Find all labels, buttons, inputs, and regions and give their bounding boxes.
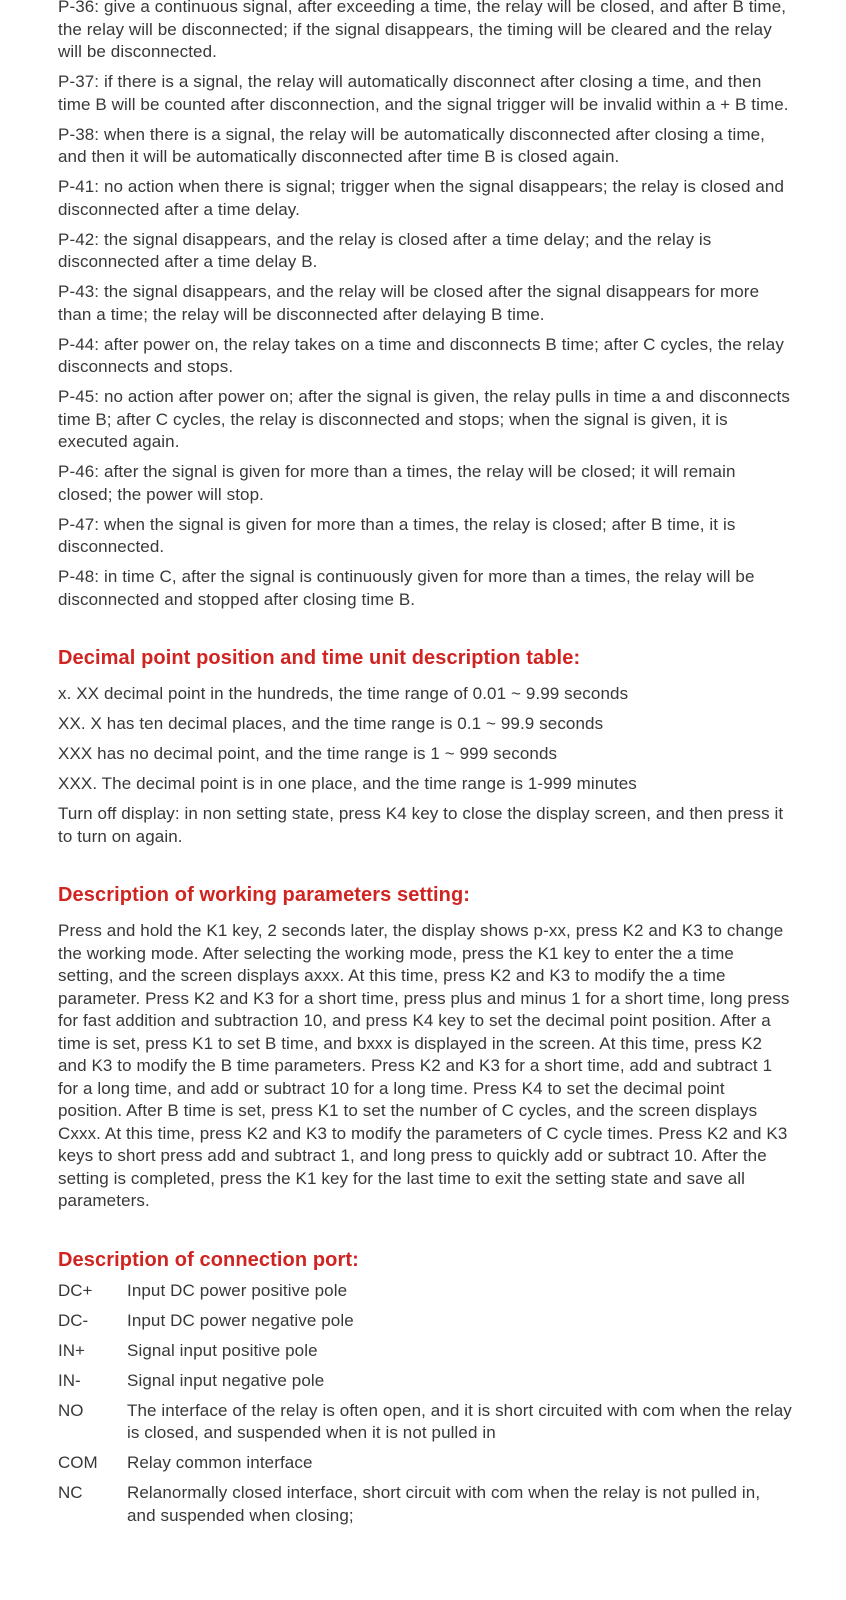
- port-term: DC+: [58, 1280, 93, 1300]
- port-description: Relay common interface: [127, 1453, 313, 1472]
- decimal-item-minutes: XXX. The decimal point is in one place, and the time range is 1-999 minutes: [58, 774, 637, 793]
- decimal-point-section-heading: Decimal point position and time unit description table:: [58, 647, 581, 669]
- decimal-point-section: [58, 645, 792, 848]
- connection-port-heading: Description of connection port:: [58, 1248, 359, 1271]
- port-description: Signal input positive pole: [127, 1340, 318, 1360]
- decimal-item-hundredths: x. XX decimal point in the hundreds, the time range of 0.01 ~ 9.99 seconds: [58, 684, 629, 703]
- mode-paragraph-p43: P-43: the signal disappears, and the relay will be closed after the signal disappears for more than a time; the relay will be disconnected after delaying B time.: [58, 282, 760, 324]
- working-parameters-heading: Description of working parameters setting:: [58, 884, 471, 906]
- mode-paragraph-p45: P-45: no action after power on; after the signal is given, the relay pulls in time a and disconnects time B; after C cycles, the relay is disconnected and stops; when the signal is given, it is executed again.: [58, 387, 790, 451]
- port-description: Input DC power negative pole: [127, 1310, 354, 1330]
- working-parameters-body: Press and hold the K1 key, 2 seconds later, the display shows p-xx, press K2 and K3 to change the working mode. After selecting the working mode, press the K1 key to enter the a time setting, and the screen displays axxx. At this time, press K2 and K3 to modify the a time parameter. Press K2 and K3 for a short time, press plus and minus 1 for a short time, long press for fast addition and subtraction 10, and press K4 key to set the decimal point position. After a time is set, press K1 to set B time, and bxxx is displayed in the screen. At this time, press K2 and K3 to modify the B time parameters. Press K2 and K3 for a short time, add and subtract 1 for a long time, and add or subtract 10 for a long time. Press K4 to set the decimal point position. After B time is set, press K1 to set the number of C cycles, and the screen displays Cxxx. At this time, press K2 and K3 to modify the parameters of C cycle times. Press K2 and K3 keys to short press add and subtract 1, and long press to quickly add or subtract 10. After the setting is completed, press the K1 key for the last time to exit the setting state and save all parameters.: [58, 921, 790, 1210]
- mode-paragraph-p37: P-37: if there is a signal, the relay will automatically disconnect after closing a time, and then time B will be counted after disconnection, and the signal trigger will be invalid within a + B time.: [58, 72, 789, 114]
- mode-paragraph-p48: P-48: in time C, after the signal is continuously given for more than a times, the relay will be disconnected and stopped after closing time B.: [58, 567, 755, 609]
- port-term: IN+: [58, 1340, 85, 1360]
- port-term: COM: [58, 1453, 98, 1472]
- mode-paragraph-p42: P-42: the signal disappears, and the relay is closed after a time delay; and the relay is disconnected after a time delay B.: [58, 229, 712, 271]
- mode-paragraph-p44: P-44: after power on, the relay takes on a time and disconnects B time; after C cycles, the relay disconnects and stops.: [58, 334, 784, 376]
- port-row-dc-plus: [58, 1280, 792, 1303]
- port-description: Relanormally closed interface, short circuit with com when the relay is not pulled in, and suspended when closing;: [127, 1483, 761, 1525]
- port-row-no: [58, 1400, 792, 1445]
- port-row-nc: [58, 1482, 792, 1527]
- mode-paragraph-p38: P-38: when there is a signal, the relay will be automatically disconnected after closing a time, and then it will be automatically disconnected after time B is closed again.: [58, 124, 765, 166]
- port-term: NC: [58, 1483, 83, 1502]
- port-description: Signal input negative pole: [127, 1370, 325, 1390]
- working-parameters-section: [58, 882, 792, 1213]
- mode-paragraph-p46: P-46: after the signal is given for more than a times, the relay will be closed; it will remain closed; the power will stop.: [58, 462, 736, 504]
- port-term: IN-: [58, 1370, 81, 1390]
- mode-paragraph-p41: P-41: no action when there is signal; trigger when the signal disappears; the relay is closed and disconnected after a time delay.: [58, 177, 785, 219]
- decimal-item-tenths: XX. X has ten decimal places, and the time range is 0.1 ~ 99.9 seconds: [58, 714, 604, 733]
- mode-paragraph-p47: P-47: when the signal is given for more than a times, the relay is closed; after B time, it is disconnected.: [58, 514, 736, 556]
- mode-paragraph-p36: P-36: give a continuous signal, after exceeding a time, the relay will be closed, and after B time, the relay will be disconnected; if the signal disappears, the timing will be cleared and the relay will be disconnected.: [58, 0, 787, 61]
- mode-descriptions-section: [58, 0, 792, 611]
- connection-port-section: [58, 1247, 792, 1528]
- decimal-item-none: XXX has no decimal point, and the time range is 1 ~ 999 seconds: [58, 744, 558, 763]
- port-row-com: [58, 1452, 792, 1475]
- turn-off-display-note: Turn off display: in non setting state, press K4 key to close the display screen, and then press it to turn on again.: [58, 804, 784, 846]
- port-term: DC-: [58, 1310, 89, 1330]
- port-term: NO: [58, 1400, 84, 1420]
- port-description: The interface of the relay is often open, and it is short circuited with com when the relay is closed, and suspended when it is not pulled in: [127, 1400, 792, 1442]
- port-description: Input DC power positive pole: [127, 1280, 348, 1300]
- port-row-in-plus: [58, 1340, 792, 1363]
- port-row-in-minus: [58, 1370, 792, 1393]
- port-row-dc-minus: [58, 1310, 792, 1333]
